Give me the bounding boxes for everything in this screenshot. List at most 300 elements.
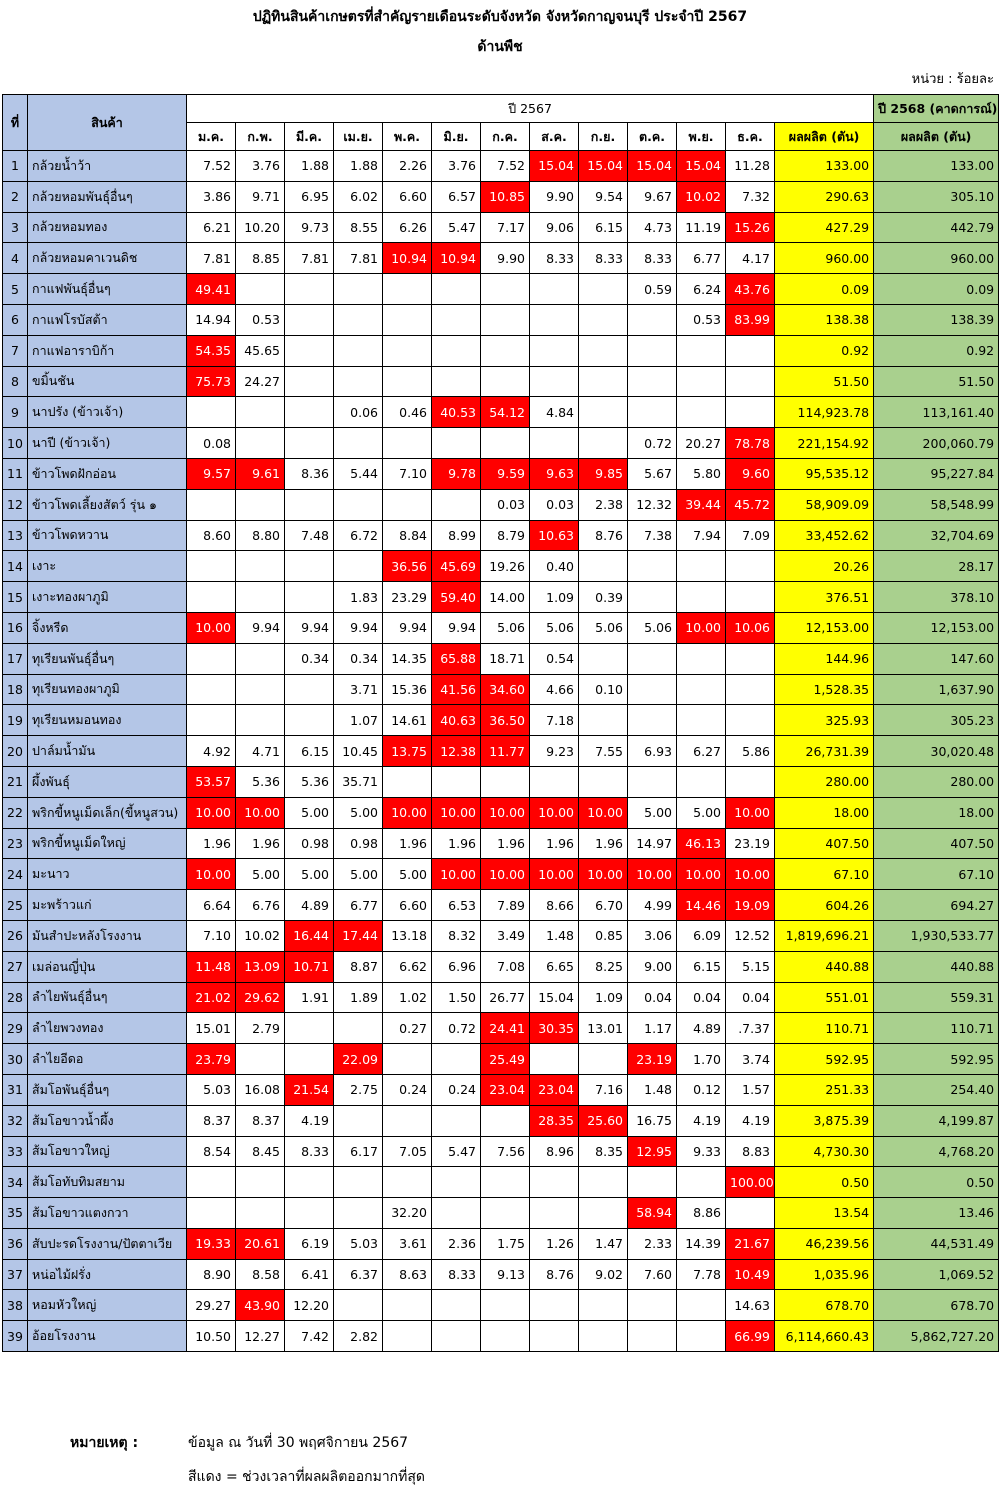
month-value: 6.72	[334, 520, 383, 551]
month-value: 0.85	[579, 920, 628, 951]
peak-month-value: 10.85	[481, 181, 530, 212]
production-value: 960.00	[775, 243, 874, 274]
month-value: 0.10	[579, 674, 628, 705]
product-name: ข้าวโพดเลี้ยงสัตว์ รุ่น ๑	[28, 489, 187, 520]
month-value: 8.66	[530, 890, 579, 921]
product-name: จิ้งหรีด	[28, 612, 187, 643]
month-value	[579, 366, 628, 397]
month-value: 6.09	[677, 920, 726, 951]
month-value: 14.35	[383, 643, 432, 674]
month-value: 8.35	[579, 1136, 628, 1167]
month-value	[481, 1321, 530, 1352]
month-value: 0.04	[677, 982, 726, 1013]
month-value: 5.36	[285, 766, 334, 797]
row-number: 13	[3, 520, 28, 551]
row-number: 27	[3, 951, 28, 982]
month-value	[628, 643, 677, 674]
month-value: 1.26	[530, 1228, 579, 1259]
month-value: 7.08	[481, 951, 530, 982]
production-value: 110.71	[775, 1013, 874, 1044]
month-value: 3.76	[432, 151, 481, 182]
row-number: 18	[3, 674, 28, 705]
month-value	[187, 551, 236, 582]
peak-month-value: 10.00	[579, 859, 628, 890]
month-value	[285, 274, 334, 305]
month-value	[383, 1167, 432, 1198]
table-row	[3, 797, 999, 828]
peak-month-value: 49.41	[187, 274, 236, 305]
month-value	[677, 551, 726, 582]
month-value	[187, 489, 236, 520]
peak-month-value: 78.78	[726, 428, 775, 459]
peak-month-value: 23.04	[530, 1074, 579, 1105]
month-value	[677, 674, 726, 705]
month-value: 0.59	[628, 274, 677, 305]
production-value: 144.96	[775, 643, 874, 674]
table-row	[3, 736, 999, 767]
peak-month-value: 41.56	[432, 674, 481, 705]
month-value: 8.90	[187, 1259, 236, 1290]
month-value: 14.61	[383, 705, 432, 736]
forecast-value: 13.46	[874, 1198, 999, 1229]
row-number: 35	[3, 1198, 28, 1229]
peak-month-value: 11.48	[187, 951, 236, 982]
month-value: 5.47	[432, 1136, 481, 1167]
month-value	[334, 1290, 383, 1321]
production-value: 1,528.35	[775, 674, 874, 705]
production-value: 1,035.96	[775, 1259, 874, 1290]
peak-month-value: 10.00	[481, 797, 530, 828]
production-value: 280.00	[775, 766, 874, 797]
forecast-value: 58,548.99	[874, 489, 999, 520]
forecast-value: 30,020.48	[874, 736, 999, 767]
month-value: 1.02	[383, 982, 432, 1013]
peak-month-value: 34.60	[481, 674, 530, 705]
month-value: 4.17	[726, 243, 775, 274]
product-name: ส้มโอขาวแตงกวา	[28, 1198, 187, 1229]
month-value: 0.34	[285, 643, 334, 674]
month-value: 5.15	[726, 951, 775, 982]
month-value	[628, 366, 677, 397]
month-value	[481, 274, 530, 305]
month-value: 7.78	[677, 1259, 726, 1290]
month-value: 5.00	[285, 797, 334, 828]
month-value	[236, 1167, 285, 1198]
month-value	[236, 674, 285, 705]
row-number: 19	[3, 705, 28, 736]
row-number: 14	[3, 551, 28, 582]
table-row	[3, 890, 999, 921]
peak-month-value: 10.00	[383, 797, 432, 828]
month-value: 8.96	[530, 1136, 579, 1167]
month-value: 14.63	[726, 1290, 775, 1321]
month-value: 6.15	[677, 951, 726, 982]
product-name: กล้วยหอมคาเวนดิช	[28, 243, 187, 274]
month-value	[530, 1167, 579, 1198]
month-value: 0.04	[628, 982, 677, 1013]
month-value: 8.37	[236, 1105, 285, 1136]
month-value	[334, 1013, 383, 1044]
month-value: 9.06	[530, 212, 579, 243]
peak-month-value: 54.12	[481, 397, 530, 428]
product-name: นาปี (ข้าวเจ้า)	[28, 428, 187, 459]
month-value: 6.27	[677, 736, 726, 767]
month-value	[726, 643, 775, 674]
peak-month-value: 11.77	[481, 736, 530, 767]
product-name: ทุเรียนทองผาภูมิ	[28, 674, 187, 705]
forecast-value: 4,199.87	[874, 1105, 999, 1136]
month-value: 2.26	[383, 151, 432, 182]
month-value: 0.54	[530, 643, 579, 674]
peak-month-value: 9.63	[530, 458, 579, 489]
month-value: 5.00	[285, 859, 334, 890]
month-value: 0.98	[334, 828, 383, 859]
month-value	[677, 397, 726, 428]
forecast-value: 0.92	[874, 335, 999, 366]
forecast-value: 1,069.52	[874, 1259, 999, 1290]
month-value: 1.48	[628, 1074, 677, 1105]
product-name: กาแฟโรบัสต้า	[28, 304, 187, 335]
table-row	[3, 859, 999, 890]
month-value: 8.55	[334, 212, 383, 243]
peak-month-value: 21.54	[285, 1074, 334, 1105]
month-value: 3.61	[383, 1228, 432, 1259]
production-value: 440.88	[775, 951, 874, 982]
month-value: 4.84	[530, 397, 579, 428]
forecast-value: 95,227.84	[874, 458, 999, 489]
production-value: 0.09	[775, 274, 874, 305]
month-value: 10.50	[187, 1321, 236, 1352]
peak-month-value: 83.99	[726, 304, 775, 335]
peak-month-value: 10.00	[677, 859, 726, 890]
product-name: ส้มโอพันธุ์อื่นๆ	[28, 1074, 187, 1105]
month-value	[285, 1198, 334, 1229]
month-value: 3.49	[481, 920, 530, 951]
month-value: 4.19	[677, 1105, 726, 1136]
table-row	[3, 982, 999, 1013]
peak-month-value: 17.44	[334, 920, 383, 951]
month-value: 1.57	[726, 1074, 775, 1105]
forecast-value: 18.00	[874, 797, 999, 828]
month-value	[383, 428, 432, 459]
table-row	[3, 612, 999, 643]
month-value: 7.52	[187, 151, 236, 182]
header-month: เม.ย.	[334, 123, 383, 151]
peak-month-value: 10.00	[187, 797, 236, 828]
month-value: 1.09	[530, 582, 579, 613]
month-value: 6.64	[187, 890, 236, 921]
peak-month-value: 10.00	[481, 859, 530, 890]
month-value: 10.20	[236, 212, 285, 243]
month-value	[530, 335, 579, 366]
row-number: 37	[3, 1259, 28, 1290]
month-value	[530, 1198, 579, 1229]
month-value: 1.96	[187, 828, 236, 859]
production-value: 95,535.12	[775, 458, 874, 489]
month-value: 15.04	[530, 982, 579, 1013]
peak-month-value: 10.00	[236, 797, 285, 828]
peak-month-value: 10.00	[432, 797, 481, 828]
month-value: 3.74	[726, 1044, 775, 1075]
month-value	[334, 489, 383, 520]
month-value	[236, 1198, 285, 1229]
peak-month-value: 21.67	[726, 1228, 775, 1259]
month-value	[285, 397, 334, 428]
product-name: เงาะ	[28, 551, 187, 582]
month-value	[236, 551, 285, 582]
month-value	[236, 643, 285, 674]
month-value: 0.98	[285, 828, 334, 859]
row-number: 6	[3, 304, 28, 335]
month-value	[383, 335, 432, 366]
row-number: 39	[3, 1321, 28, 1352]
production-value: 0.50	[775, 1167, 874, 1198]
month-value: 0.72	[628, 428, 677, 459]
peak-month-value: 9.78	[432, 458, 481, 489]
month-value: 6.95	[285, 181, 334, 212]
month-value	[285, 366, 334, 397]
month-value	[187, 1167, 236, 1198]
peak-month-value: 15.26	[726, 212, 775, 243]
month-value	[285, 1044, 334, 1075]
product-name: เงาะทองผาภูมิ	[28, 582, 187, 613]
month-value	[236, 582, 285, 613]
product-name: ส้มโอขาวใหญ่	[28, 1136, 187, 1167]
month-value: 4.71	[236, 736, 285, 767]
month-value	[383, 304, 432, 335]
table-row	[3, 1198, 999, 1229]
month-value	[677, 335, 726, 366]
table-row	[3, 1136, 999, 1167]
row-number: 11	[3, 458, 28, 489]
table-row	[3, 181, 999, 212]
month-value: 1.83	[334, 582, 383, 613]
table-row	[3, 643, 999, 674]
header-month: ก.ย.	[579, 123, 628, 151]
month-value: 1.96	[432, 828, 481, 859]
peak-month-value: 9.85	[579, 458, 628, 489]
month-value: 8.87	[334, 951, 383, 982]
peak-month-value: 10.00	[530, 797, 579, 828]
month-value: 6.19	[285, 1228, 334, 1259]
header-year-2567: ปี 2567	[187, 95, 874, 123]
month-value: 4.19	[726, 1105, 775, 1136]
header-production: ผลผลิต (ตัน)	[775, 123, 874, 151]
table-row	[3, 1105, 999, 1136]
peak-month-value: 10.00	[579, 797, 628, 828]
month-value	[481, 335, 530, 366]
table-row	[3, 920, 999, 951]
production-value: 4,730.30	[775, 1136, 874, 1167]
header-month: ต.ค.	[628, 123, 677, 151]
month-value	[432, 366, 481, 397]
peak-month-value: 23.79	[187, 1044, 236, 1075]
peak-month-value: 20.61	[236, 1228, 285, 1259]
row-number: 9	[3, 397, 28, 428]
month-value: 8.84	[383, 520, 432, 551]
production-value: 13.54	[775, 1198, 874, 1229]
table-row	[3, 705, 999, 736]
row-number: 10	[3, 428, 28, 459]
peak-month-value: 10.94	[383, 243, 432, 274]
month-value: 6.60	[383, 890, 432, 921]
month-value: 5.00	[236, 859, 285, 890]
month-value: 4.73	[628, 212, 677, 243]
table-row	[3, 766, 999, 797]
month-value	[628, 1290, 677, 1321]
month-value	[579, 551, 628, 582]
month-value: 1.88	[285, 151, 334, 182]
month-value: 2.79	[236, 1013, 285, 1044]
table-row	[3, 1259, 999, 1290]
table-row	[3, 828, 999, 859]
month-value	[628, 582, 677, 613]
month-value	[677, 643, 726, 674]
forecast-value: 138.39	[874, 304, 999, 335]
peak-month-value: 15.04	[628, 151, 677, 182]
month-value: 8.76	[530, 1259, 579, 1290]
month-value	[726, 674, 775, 705]
production-value: 678.70	[775, 1290, 874, 1321]
peak-month-value: 54.35	[187, 335, 236, 366]
month-value	[187, 643, 236, 674]
forecast-value: 1,637.90	[874, 674, 999, 705]
table-row	[3, 151, 999, 182]
peak-month-value: 10.00	[677, 612, 726, 643]
month-value	[677, 1321, 726, 1352]
month-value	[334, 428, 383, 459]
peak-month-value: 10.00	[530, 859, 579, 890]
month-value: 8.54	[187, 1136, 236, 1167]
month-value	[432, 1290, 481, 1321]
month-value	[628, 335, 677, 366]
month-value	[481, 304, 530, 335]
peak-month-value: 10.94	[432, 243, 481, 274]
month-value: 8.33	[432, 1259, 481, 1290]
month-value	[628, 1167, 677, 1198]
product-name: ลำไยพันธุ์อื่นๆ	[28, 982, 187, 1013]
peak-month-value: 10.49	[726, 1259, 775, 1290]
month-value	[432, 304, 481, 335]
month-value: 5.00	[334, 797, 383, 828]
month-value	[334, 335, 383, 366]
product-name: มันสำปะหลังโรงงาน	[28, 920, 187, 951]
production-value: 592.95	[775, 1044, 874, 1075]
production-value: 325.93	[775, 705, 874, 736]
peak-month-value: 66.99	[726, 1321, 775, 1352]
forecast-value: 1,930,533.77	[874, 920, 999, 951]
product-name: ข้าวโพดหวาน	[28, 520, 187, 551]
product-name: กาแฟอาราบิก้า	[28, 335, 187, 366]
month-value: 12.52	[726, 920, 775, 951]
month-value: 3.06	[628, 920, 677, 951]
month-value: 8.32	[432, 920, 481, 951]
month-value	[187, 397, 236, 428]
forecast-value: 147.60	[874, 643, 999, 674]
month-value: 5.03	[187, 1074, 236, 1105]
product-name: มะนาว	[28, 859, 187, 890]
month-value	[285, 428, 334, 459]
month-value: 8.25	[579, 951, 628, 982]
month-value: 5.44	[334, 458, 383, 489]
month-value	[677, 1290, 726, 1321]
month-value	[383, 274, 432, 305]
month-value: 4.66	[530, 674, 579, 705]
production-value: 1,819,696.21	[775, 920, 874, 951]
month-value: 6.57	[432, 181, 481, 212]
month-value: 8.79	[481, 520, 530, 551]
month-value	[432, 1198, 481, 1229]
production-value: 51.50	[775, 366, 874, 397]
peak-month-value: 40.63	[432, 705, 481, 736]
month-value	[187, 582, 236, 613]
forecast-value: 378.10	[874, 582, 999, 613]
month-value: 12.32	[628, 489, 677, 520]
month-value	[334, 366, 383, 397]
month-value	[530, 304, 579, 335]
month-value	[579, 304, 628, 335]
month-value: 8.33	[530, 243, 579, 274]
peak-month-value: 12.38	[432, 736, 481, 767]
month-value	[726, 1198, 775, 1229]
month-value: 32.20	[383, 1198, 432, 1229]
table-row	[3, 582, 999, 613]
month-value: 7.38	[628, 520, 677, 551]
peak-month-value: 10.00	[432, 859, 481, 890]
month-value	[383, 1321, 432, 1352]
month-value: 7.05	[383, 1136, 432, 1167]
month-value: 0.53	[677, 304, 726, 335]
forecast-value: 133.00	[874, 151, 999, 182]
header-no: ที่	[3, 95, 28, 151]
peak-month-value: 100.00	[726, 1167, 775, 1198]
month-value: 7.81	[285, 243, 334, 274]
forecast-value: 110.71	[874, 1013, 999, 1044]
month-value	[726, 366, 775, 397]
peak-month-value: 9.61	[236, 458, 285, 489]
row-number: 20	[3, 736, 28, 767]
row-number: 23	[3, 828, 28, 859]
month-value: 6.77	[334, 890, 383, 921]
header-year-2568: ปี 2568 (คาดการณ์)	[874, 95, 999, 123]
month-value: 0.24	[383, 1074, 432, 1105]
month-value	[628, 674, 677, 705]
month-value: 3.76	[236, 151, 285, 182]
month-value	[187, 1198, 236, 1229]
month-value: 9.73	[285, 212, 334, 243]
production-value: 133.00	[775, 151, 874, 182]
peak-month-value: 10.00	[187, 859, 236, 890]
month-value	[579, 397, 628, 428]
production-value: 551.01	[775, 982, 874, 1013]
month-value	[334, 1105, 383, 1136]
peak-month-value: 10.71	[285, 951, 334, 982]
month-value: 5.86	[726, 736, 775, 767]
product-name: มะพร้าวแก่	[28, 890, 187, 921]
month-value: 14.97	[628, 828, 677, 859]
month-value: 6.77	[677, 243, 726, 274]
header-month: พ.ค.	[383, 123, 432, 151]
table-row	[3, 520, 999, 551]
forecast-value: 592.95	[874, 1044, 999, 1075]
month-value	[628, 1321, 677, 1352]
month-value	[383, 1290, 432, 1321]
forecast-value: 0.09	[874, 274, 999, 305]
product-name: ส้มโอขาวน้ำผึ้ง	[28, 1105, 187, 1136]
month-value: 8.63	[383, 1259, 432, 1290]
month-value	[579, 274, 628, 305]
header-forecast-production: ผลผลิต (ตัน)	[874, 123, 999, 151]
